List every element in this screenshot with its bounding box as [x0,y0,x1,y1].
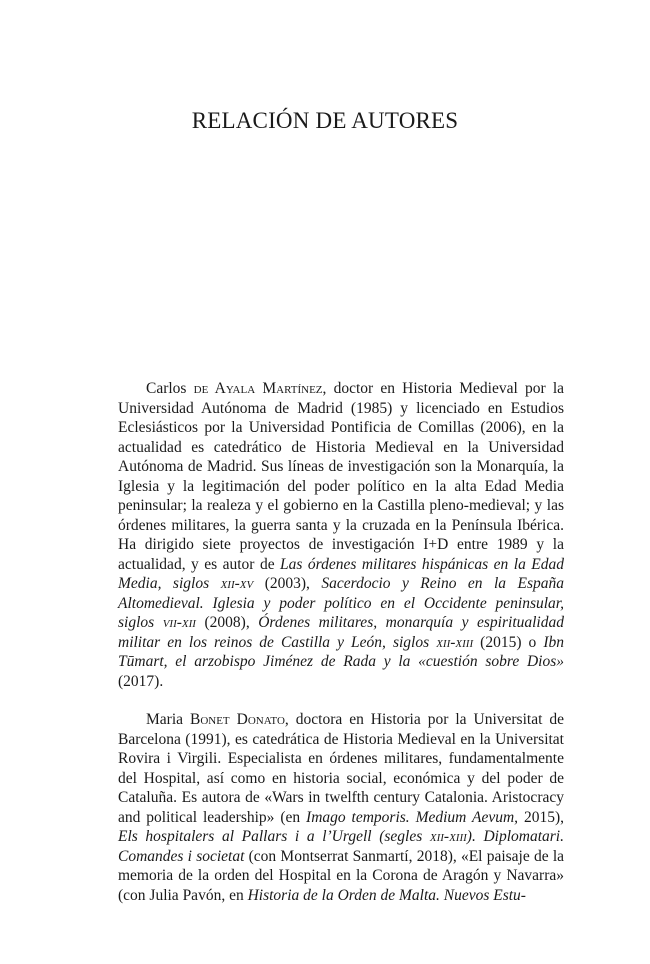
body-text: (2015) o [473,633,544,651]
century-numerals: xii-xv [220,575,254,592]
italic-text: Sacerdocio y Reino en la España Altomedieval. Iglesia y poder político en el Occidente peninsular, siglos [118,575,565,631]
author-surname: de Ayala Martínez [193,380,323,397]
body-text: (con Montserrat Sanmartí, 2018), «El paisaje de la memoria de la orden del Hospital en la Corona de Aragón y Navarra» (con Julia Pavón, en [118,847,565,904]
body-text: (2003), [253,575,322,592]
body-text: , doctora en Historia por la Universitat de Barcelona (1991), es catedrática de Historia Medieval en la Universitat Rovira i Virgili. Especialista en órdenes militares, fundamentalmente del Hospital, así como en historia social, económica y del poder de Cataluña. Es autora de «Wars in twelfth century Catalonia. Aristocracy and political leadership» (en [118,711,564,826]
author-entry [118,710,564,905]
italic-text: Historia de la Orden de Malta. Nuevos Estu- [247,886,526,904]
author-entries [118,379,564,924]
author-entry [118,379,564,691]
italic-text: ). Diplomatari. Comandes i societat [118,828,564,865]
century-numerals: xii-xiii [436,633,474,651]
italic-text: Ibn Tūmart, el arzobispo Jiménez de Rada y la «cuestión sobre Dios» [118,633,564,670]
body-text: Maria [146,711,190,728]
italic-text: Las órdenes militares hispánicas en la Edad Media, siglos [118,555,564,592]
body-text: , doctor en Historia Medieval por la Universidad Autónoma de Madrid (1985) y licenciado en Estudios Eclesiásticos por la Universidad Pontificia de Comillas (2006), en la actualidad es catedrático de Historia Medieval en la Universidad Autónoma de Madrid. Sus líneas de investigación son la Monarquía, la Iglesia y la legitimación del poder político en la alta Edad Media peninsular; la realeza y el gobierno en la Castilla pleno-medieval; y las órdenes militares, la guerra santa y la cruzada en la Península Ibérica. Ha dirigido siete proyectos de investigación I+D entre 1989 y la actualidad, y es autor de [118,380,565,573]
body-text: 2015), [518,808,564,826]
body-text: Carlos [146,380,194,397]
italic-text: Els hospitalers al Pallars i a l’Urgell (segles [118,828,430,845]
italic-text: Órdenes militares, monarquía y espiritualidad militar en los reinos de Castilla y León, siglos [118,614,564,651]
century-numerals: vii-xii [162,614,196,631]
body-text: (2008), [195,614,259,631]
italic-text: Imago temporis. Medium Aevum, [306,808,519,826]
author-surname: Bonet Donato [189,711,285,728]
body-text: (2017). [118,672,164,690]
century-numerals: xii-xiii [429,828,467,845]
page-title: RELACIÓN DE AUTORES [191,108,459,133]
